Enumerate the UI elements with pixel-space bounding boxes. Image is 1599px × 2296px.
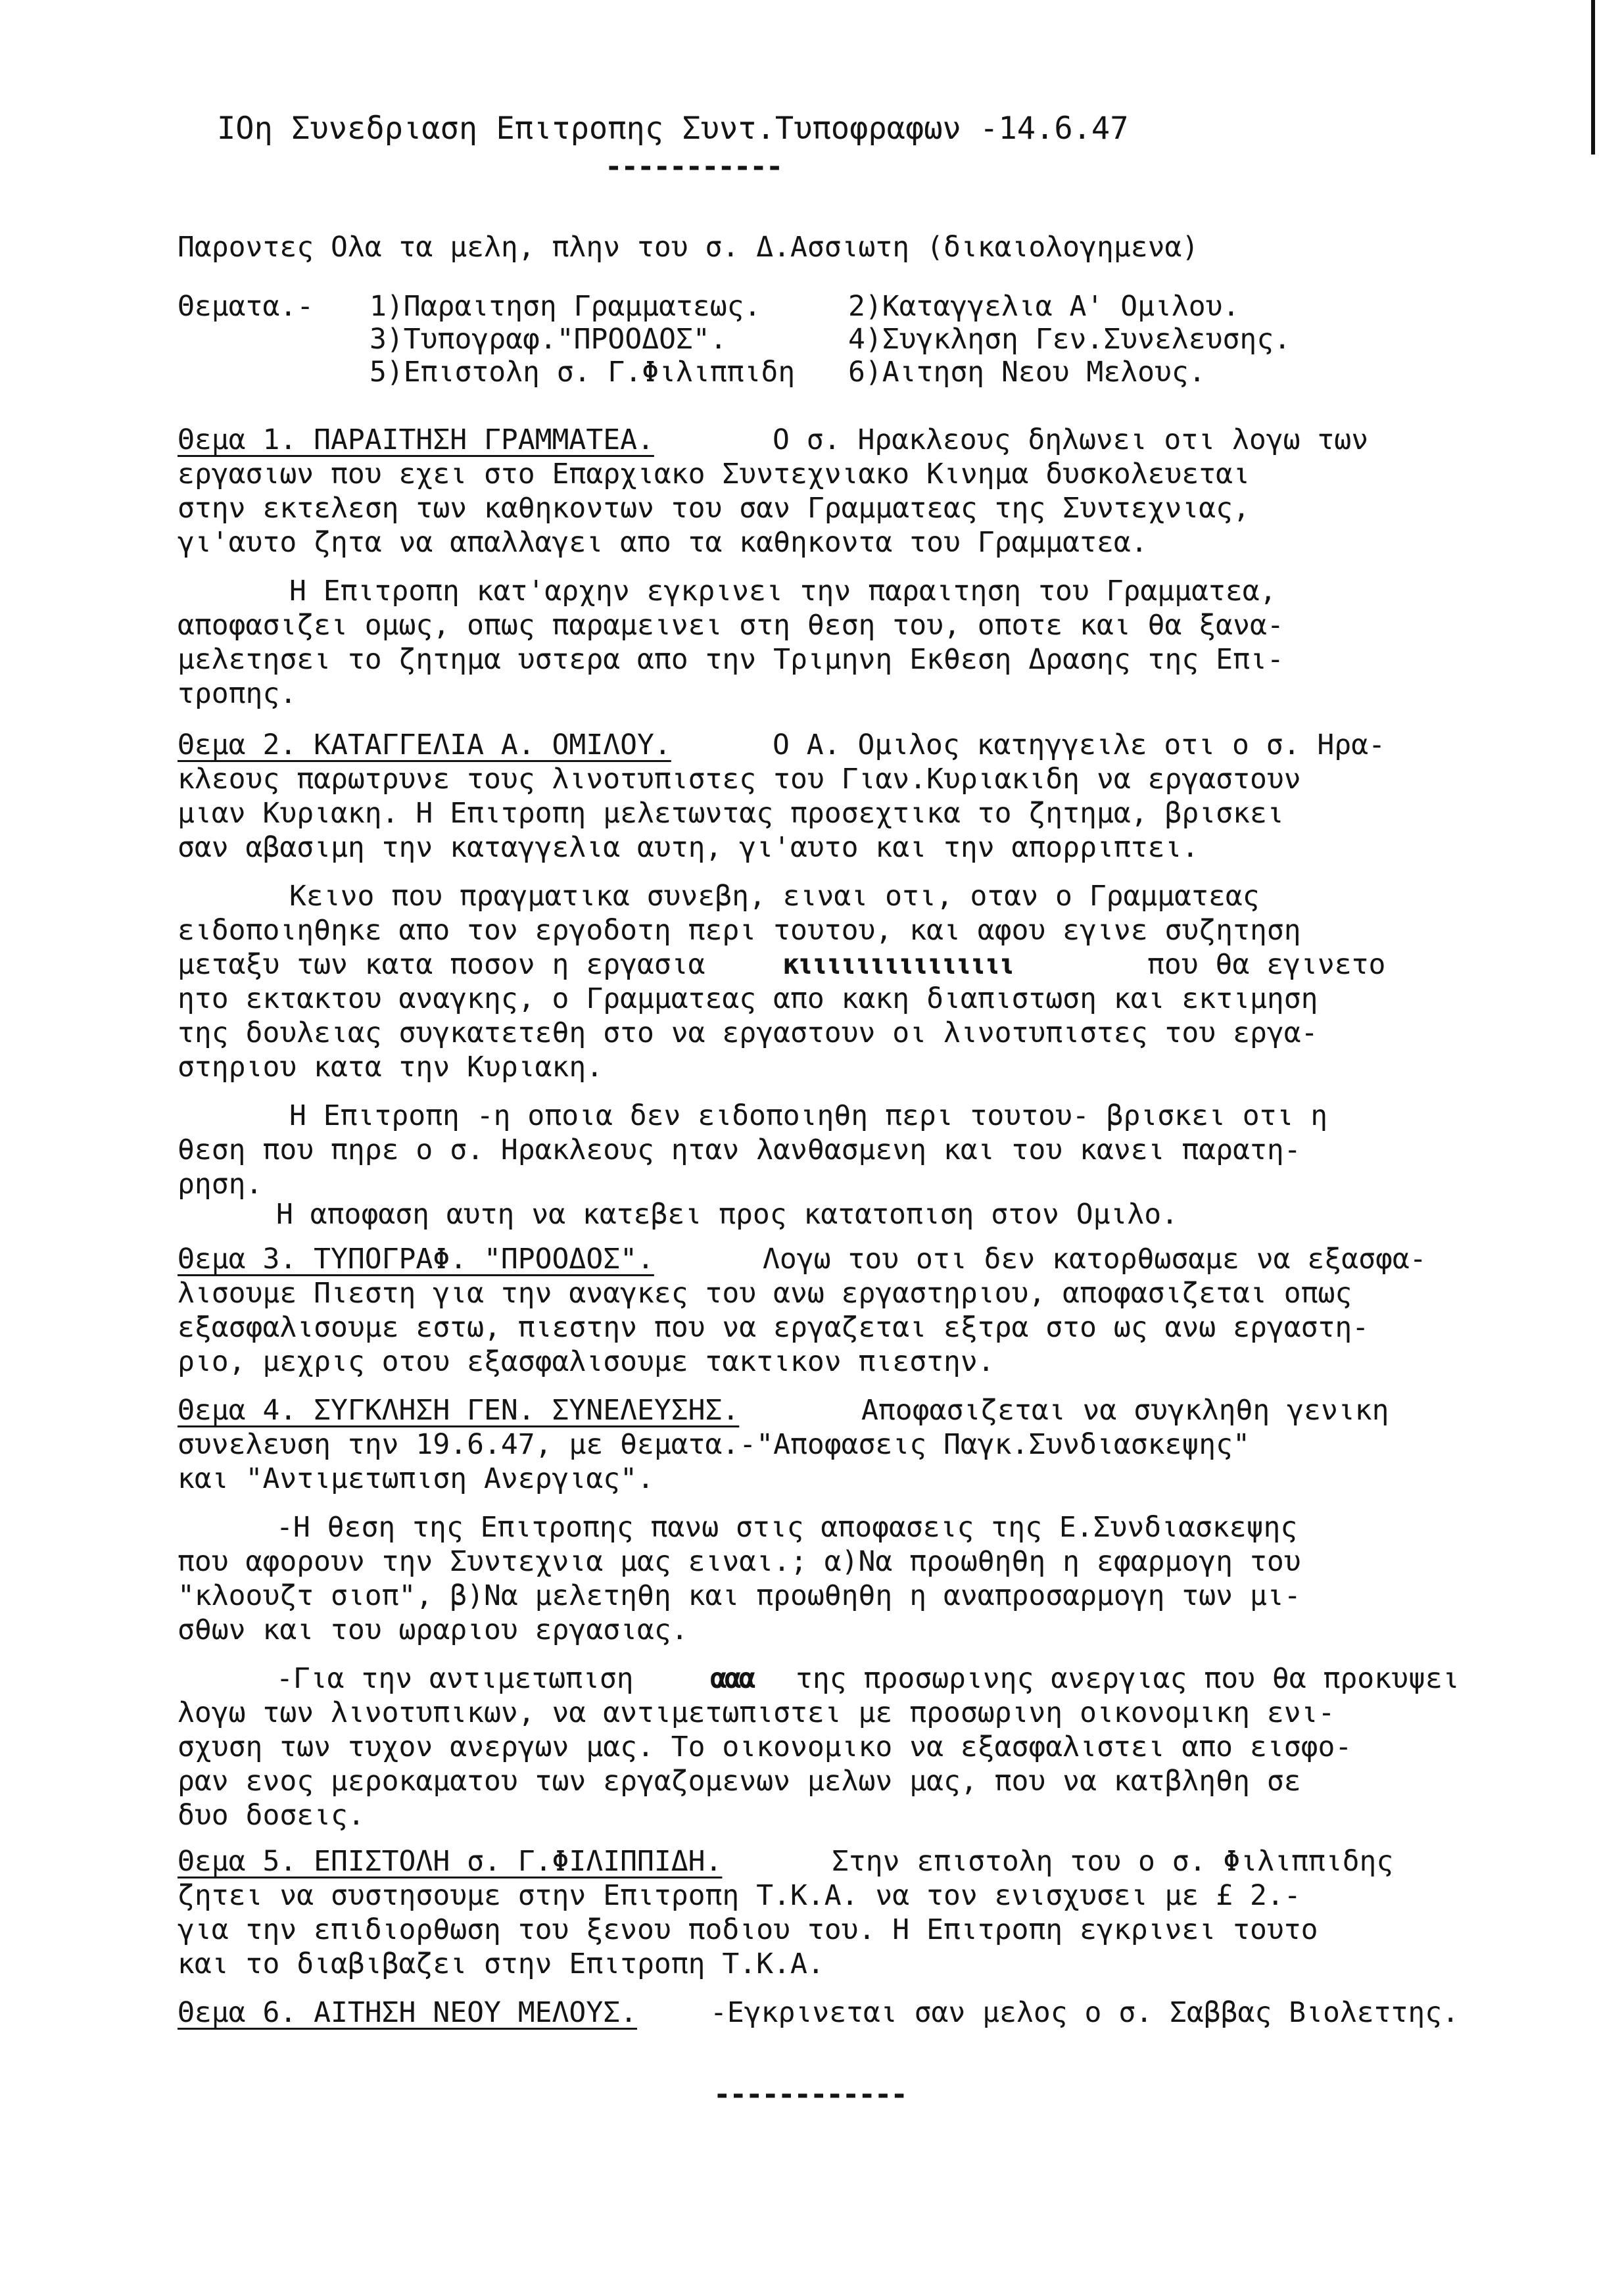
topic-2-explanation: Κεινο που πραγματικα συνεβη, ειναι οτι, οταν ο Γραμματεας (289, 880, 1260, 913)
topic-5-text: ζητει να συστησουμε στην Επιτροπη Τ.Κ.Α. να τον ενισχυσει με £ 2.- (178, 1879, 1301, 1912)
agenda-item-4: 4)Συγκληση Γεν.Συνελευσης. (848, 323, 1291, 356)
topic-3-text: Λογω του οτι δεν κατορθωσαμε να εξασφα- (763, 1243, 1427, 1276)
topic-1-decision: Η Επιτροπη κατ'αρχην εγκρινει την παραιτηση του Γραμματεα, (289, 575, 1277, 608)
topic-2-explanation: της δουλειας συγκατετεθη στο να εργαστουν οι λινοτυπιστες του εργα- (178, 1016, 1318, 1049)
topic-3-heading: Θεμα 3. ΤΥΠΟΓΡΑΦ. "ΠΡΟΟΔΟΣ". (178, 1243, 654, 1276)
struck-out-text: ααα (710, 1662, 753, 1695)
topic-4-heading: Θεμα 4. ΣΥΓΚΛΗΣΗ ΓΕΝ. ΣΥΝΕΛΕΥΣΗΣ. (178, 1394, 740, 1427)
topic-6-text: -Εγκρινεται σαν μελος ο σ. Σαββας Βιολεττης. (710, 1996, 1460, 2029)
topic-4-position: "κλοουζτ σιοπ", β)Να μελετηθη και προωθηθη η αναπροσαρμογη των μι- (178, 1579, 1301, 1612)
topic-2-decision: Η αποφαση αυτη να κατεβει προς κατατοπιση στον Ομιλο. (276, 1198, 1179, 1231)
topic-6-heading: Θεμα 6. ΑΙΤΗΣΗ ΝΕΟΥ ΜΕΛΟΥΣ. (178, 1996, 637, 2029)
topic-2-text: κλεους παρωτρυνε τους λινοτυπιστες του Γιαν.Κυριακιδη να εργαστουν (178, 763, 1301, 796)
struck-out-text: κιιιιιιιιιιιιιιι (782, 948, 1013, 981)
topic-2-text: σαν αβασιμη την καταγγελια αυτη, γι'αυτο και την απορριπτει. (178, 831, 1199, 864)
topic-2-text: Ο Α. Ομιλος κατηγγειλε οτι ο σ. Ηρα- (773, 729, 1385, 761)
topic-5-text: για την επιδιορθωση του ξενου ποδιου του. Η Επιτροπη εγκρινει τουτο (178, 1913, 1318, 1946)
topic-1-decision: τροπης. (178, 677, 297, 710)
topic-2-explanation: ειδοποιηθηκε απο τον εργοδοτη περι τουτου, και αφου εγινε συζητηση (178, 914, 1301, 947)
topic-2-explanation: μεταξυ των κατα ποσον η εργασια (178, 948, 705, 981)
topic-4-unemployment: σχυση των τυχον ανεργων μας. Το οικονομικο να εξασφαλιστει απο εισφο- (178, 1731, 1352, 1763)
topic-4-position: -Η θεση της Επιτροπης πανω στις αποφασεις της Ε.Συνδιασκεψης (276, 1511, 1298, 1544)
topic-3-text: λισουμε Πιεστη για την αναγκες του ανω εργαστηριου, αποφασιζεται οπως (178, 1277, 1352, 1310)
topic-2-explanation: ητο εκτακτου αναγκης, ο Γραμματεας απο κακη διαπιστωση και εκτιμηση (178, 982, 1318, 1015)
topic-2-committee-view: θεση που πηρε ο σ. Ηρακλεους ηταν λανθασμενη και του κανει παρατη- (178, 1134, 1301, 1166)
scan-edge-mark (1591, 0, 1595, 155)
topic-4-unemployment: δυο δοσεις. (178, 1799, 365, 1832)
topic-1-decision: αποφασιζει ομως, οπως παραμεινει στη θεση του, οποτε και θα ξανα- (178, 609, 1284, 642)
topic-3-text: εξασφαλισουμε εστω, πιεστην που να εργαζεται εξτρα στο ως ανω εργαστη- (178, 1311, 1370, 1344)
agenda-item-2: 2)Καταγγελια Α' Ομιλου. (848, 290, 1240, 323)
topic-4-text: Αποφασιζεται να συγκληθη γενικη (861, 1394, 1389, 1427)
topic-4-unemployment: λογω των λινοτυπικων, να αντιμετωπιστει με προσωρινη οικονομικη ενι- (178, 1696, 1335, 1729)
topic-2-text: μιαν Κυριακη. Η Επιτροπη μελετωντας προσεχτικα το ζητημα, βρισκει (178, 797, 1284, 830)
topic-2-committee-view: Η Επιτροπη -η οποια δεν ειδοποιηθη περι τουτου- βρισκει οτι η (289, 1099, 1328, 1132)
topic-2-explanation: στηριου κατα την Κυριακη. (178, 1051, 604, 1084)
topic-4-unemployment: -Για την αντιμετωπιση (276, 1662, 634, 1695)
topic-1-heading: Θεμα 1. ΠΑΡΑΙΤΗΣΗ ΓΡΑΜΜΑΤΕΑ. (178, 423, 654, 456)
agenda-item-1: 1)Παραιτηση Γραμματεως. (370, 290, 761, 323)
topic-4-unemployment: της προσωρινης ανεργιας που θα προκυψει (796, 1662, 1460, 1695)
agenda-label: Θεματα.- (178, 290, 314, 323)
topic-1-decision: μελετησει το ζητημα υστερα απο την Τριμηνη Εκθεση Δρασης της Επι- (178, 643, 1284, 676)
topic-1-text: Ο σ. Ηρακλεους δηλωνει οτι λογω των (773, 423, 1369, 456)
topic-4-unemployment: ραν ενος μεροκαματου των εργαζομενων μελων μας, που να κατβληθη σε (178, 1765, 1301, 1798)
attendance-line: Παροντες Ολα τα μελη, πλην του σ. Δ.Ασσιωτη (δικαιολογημενα) (178, 231, 1199, 264)
topic-1-text: στην εκτελεση των καθηκοντων του σαν Γραμματεας της Συντεχνιας, (178, 492, 1250, 525)
topic-2-heading: Θεμα 2. ΚΑΤΑΓΓΕΛΙΑ Α. ΟΜΙΛΟΥ. (178, 729, 671, 761)
topic-4-text: και "Αντιμετωπιση Ανεργιας". (178, 1462, 654, 1495)
topic-4-text: συνελευση την 19.6.47, με θεματα.-"Αποφασεις Παγκ.Συνδιασκεψης" (178, 1428, 1250, 1461)
topic-3-text: ριο, μεχρις οτου εξασφαλισουμε τακτικον πιεστην. (178, 1345, 995, 1378)
document-title: IOη Συνεδριαση Επιτροπης Συντ.Τυποφραφων -14.6.47 (217, 110, 1129, 147)
topic-4-position: σθων και του ωραριου εργασιας. (178, 1614, 688, 1646)
topic-2-committee-view: ρηση. (178, 1168, 263, 1201)
title-rule: ----------- (605, 150, 782, 183)
topic-2-explanation: που θα εγινετο (1147, 948, 1386, 981)
topic-1-text: εργασιων που εχει στο Επαρχιακο Συντεχνιακο Κινημα δυσκολευεται (178, 458, 1250, 490)
agenda-item-6: 6)Αιτηση Νεου Μελους. (848, 356, 1206, 389)
topic-5-text: Στην επιστολη του ο σ. Φιλιππιδης (832, 1845, 1394, 1878)
topic-5-heading: Θεμα 5. ΕΠΙΣΤΟΛΗ σ. Γ.ΦΙΛΙΠΠΙΔΗ. (178, 1845, 723, 1878)
topic-5-text: και το διαβιβαζει στην Επιτροπη Τ.Κ.Α. (178, 1948, 824, 1980)
agenda-item-3: 3)Τυπογραφ."ΠΡΟΟΔΟΣ". (370, 323, 727, 356)
topic-1-text: γι'αυτο ζητα να απαλλαγει απο τα καθηκοντα του Γραμματεα. (178, 526, 1148, 559)
closing-rule: ------------ (713, 2078, 907, 2111)
topic-4-position: που αφορουν την Συντεχνια μας ειναι.; α)Να προωθηθη η εφαρμογη του (178, 1545, 1301, 1578)
agenda-item-5: 5)Επιστολη σ. Γ.Φιλιππιδη (370, 356, 796, 389)
